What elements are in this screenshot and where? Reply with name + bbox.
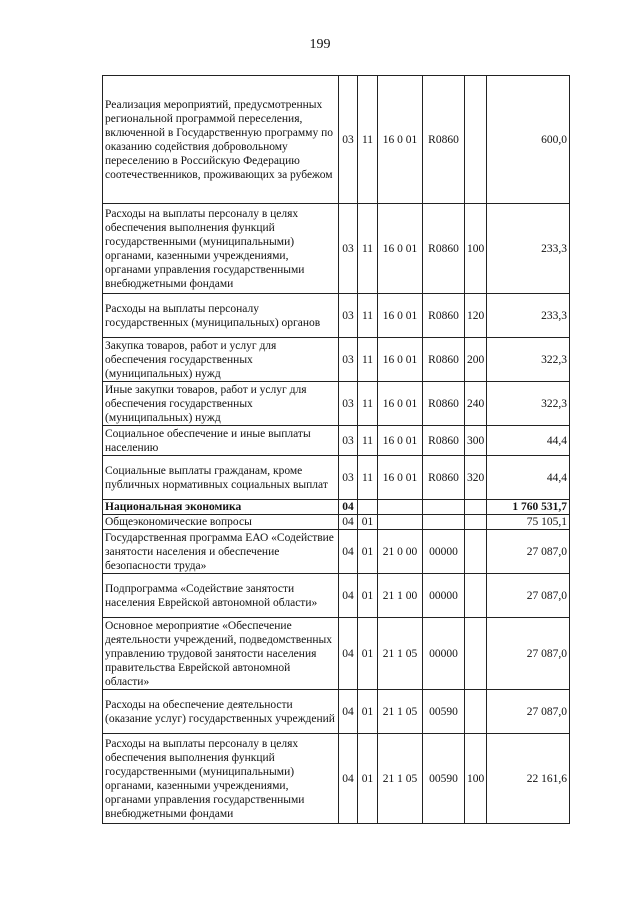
row-target-article: 21 1 05 [378, 690, 423, 734]
row-expense-type: 100 [465, 734, 487, 824]
row-amount: 233,3 [487, 294, 570, 338]
row-expense-type: 320 [465, 456, 487, 500]
row-subsection: 01 [358, 574, 378, 618]
row-amount: 44,4 [487, 426, 570, 456]
table-row [103, 204, 570, 294]
row-section: 04 [339, 618, 358, 690]
row-name: Расходы на выплаты персоналу в целях обеспечения выполнения функций государственными (муниципальными) органами, казенными учреждениями, органами управления государственными внебюджетными фондами [103, 204, 339, 294]
row-amount: 322,3 [487, 382, 570, 426]
table-row [103, 500, 570, 515]
row-name: Социальные выплаты гражданам, кроме публичных нормативных социальных выплат [103, 456, 339, 500]
table-row [103, 294, 570, 338]
row-subsection [358, 500, 378, 515]
row-name: Государственная программа ЕАО «Содействие занятости населения и обеспечение безопасности труда» [103, 530, 339, 574]
row-expense-type: 200 [465, 338, 487, 382]
row-target-article: 16 0 01 [378, 294, 423, 338]
row-subsection: 01 [358, 690, 378, 734]
table-row [103, 734, 570, 824]
row-amount: 233,3 [487, 204, 570, 294]
row-amount: 322,3 [487, 338, 570, 382]
row-subsection: 11 [358, 426, 378, 456]
row-name: Расходы на выплаты персоналу в целях обеспечения выполнения функций государственными (муниципальными) органами, казенными учреждениями, органами управления государственными внебюджетными фондами [103, 734, 339, 824]
row-target-code: R0860 [423, 382, 465, 426]
row-target-article: 21 1 05 [378, 734, 423, 824]
row-target-code [423, 515, 465, 530]
row-target-code: R0860 [423, 76, 465, 204]
row-target-code: 00590 [423, 690, 465, 734]
row-subsection: 11 [358, 204, 378, 294]
row-expense-type [465, 76, 487, 204]
row-amount: 27 087,0 [487, 574, 570, 618]
row-subsection: 11 [358, 456, 378, 500]
row-target-article: 16 0 01 [378, 426, 423, 456]
table-row [103, 515, 570, 530]
row-name: Реализация мероприятий, предусмотренных региональной программой переселения, включенной в Государственную программу по оказанию содействия добровольному переселению в Российскую Федерацию соотечественников, проживающих за рубежом [103, 76, 339, 204]
row-target-code: R0860 [423, 426, 465, 456]
row-target-code: R0860 [423, 204, 465, 294]
row-expense-type [465, 530, 487, 574]
row-name: Иные закупки товаров, работ и услуг для обеспечения государственных (муниципальных) нужд [103, 382, 339, 426]
row-target-code: 00590 [423, 734, 465, 824]
row-amount: 27 087,0 [487, 690, 570, 734]
table-row [103, 574, 570, 618]
row-target-code: R0860 [423, 456, 465, 500]
row-expense-type [465, 690, 487, 734]
row-section: 03 [339, 382, 358, 426]
row-amount: 1 760 531,7 [487, 500, 570, 515]
row-amount: 22 161,6 [487, 734, 570, 824]
row-target-code: R0860 [423, 338, 465, 382]
row-target-article [378, 500, 423, 515]
row-subsection: 01 [358, 734, 378, 824]
row-name: Расходы на обеспечение деятельности (оказание услуг) государственных учреждений [103, 690, 339, 734]
row-section: 03 [339, 338, 358, 382]
row-subsection: 01 [358, 530, 378, 574]
row-name: Национальная экономика [103, 500, 339, 515]
table-row [103, 426, 570, 456]
row-amount: 600,0 [487, 76, 570, 204]
row-subsection: 11 [358, 382, 378, 426]
row-expense-type [465, 515, 487, 530]
row-amount: 75 105,1 [487, 515, 570, 530]
row-expense-type: 240 [465, 382, 487, 426]
row-target-article [378, 515, 423, 530]
row-section: 04 [339, 690, 358, 734]
table-row [103, 456, 570, 500]
row-subsection: 01 [358, 515, 378, 530]
row-section: 04 [339, 500, 358, 515]
row-section: 04 [339, 515, 358, 530]
row-subsection: 11 [358, 338, 378, 382]
row-section: 03 [339, 204, 358, 294]
row-name: Закупка товаров, работ и услуг для обеспечения государственных (муниципальных) нужд [103, 338, 339, 382]
row-section: 03 [339, 294, 358, 338]
row-amount: 27 087,0 [487, 618, 570, 690]
row-name: Подпрограмма «Содействие занятости населения Еврейской автономной области» [103, 574, 339, 618]
row-section: 04 [339, 530, 358, 574]
row-subsection: 11 [358, 294, 378, 338]
row-section: 03 [339, 456, 358, 500]
row-expense-type [465, 574, 487, 618]
row-section: 04 [339, 574, 358, 618]
row-amount: 44,4 [487, 456, 570, 500]
row-target-code [423, 500, 465, 515]
table-row [103, 338, 570, 382]
table-row [103, 618, 570, 690]
row-target-code: 00000 [423, 574, 465, 618]
row-subsection: 01 [358, 618, 378, 690]
table-row [103, 690, 570, 734]
row-amount: 27 087,0 [487, 530, 570, 574]
row-target-article: 16 0 01 [378, 76, 423, 204]
table-row [103, 76, 570, 204]
row-target-article: 21 1 00 [378, 574, 423, 618]
row-target-article: 16 0 01 [378, 456, 423, 500]
table-row [103, 530, 570, 574]
row-name: Социальное обеспечение и иные выплаты населению [103, 426, 339, 456]
row-name: Расходы на выплаты персоналу государственных (муниципальных) органов [103, 294, 339, 338]
row-target-article: 16 0 01 [378, 204, 423, 294]
row-target-code: R0860 [423, 294, 465, 338]
budget-table [102, 75, 570, 824]
row-target-article: 21 1 05 [378, 618, 423, 690]
row-target-code: 00000 [423, 618, 465, 690]
row-name: Основное мероприятие «Обеспечение деятельности учреждений, подведомственных управлению трудовой занятости населения правительства Еврейской автономной области» [103, 618, 339, 690]
table-row [103, 382, 570, 426]
row-expense-type: 100 [465, 204, 487, 294]
row-target-article: 21 0 00 [378, 530, 423, 574]
row-subsection: 11 [358, 76, 378, 204]
row-target-article: 16 0 01 [378, 338, 423, 382]
row-expense-type: 300 [465, 426, 487, 456]
row-section: 04 [339, 734, 358, 824]
row-target-article: 16 0 01 [378, 382, 423, 426]
page-number: 199 [309, 37, 331, 52]
row-section: 03 [339, 76, 358, 204]
row-target-code: 00000 [423, 530, 465, 574]
row-name: Общеэкономические вопросы [103, 515, 339, 530]
row-expense-type: 120 [465, 294, 487, 338]
row-section: 03 [339, 426, 358, 456]
row-expense-type [465, 618, 487, 690]
row-expense-type [465, 500, 487, 515]
